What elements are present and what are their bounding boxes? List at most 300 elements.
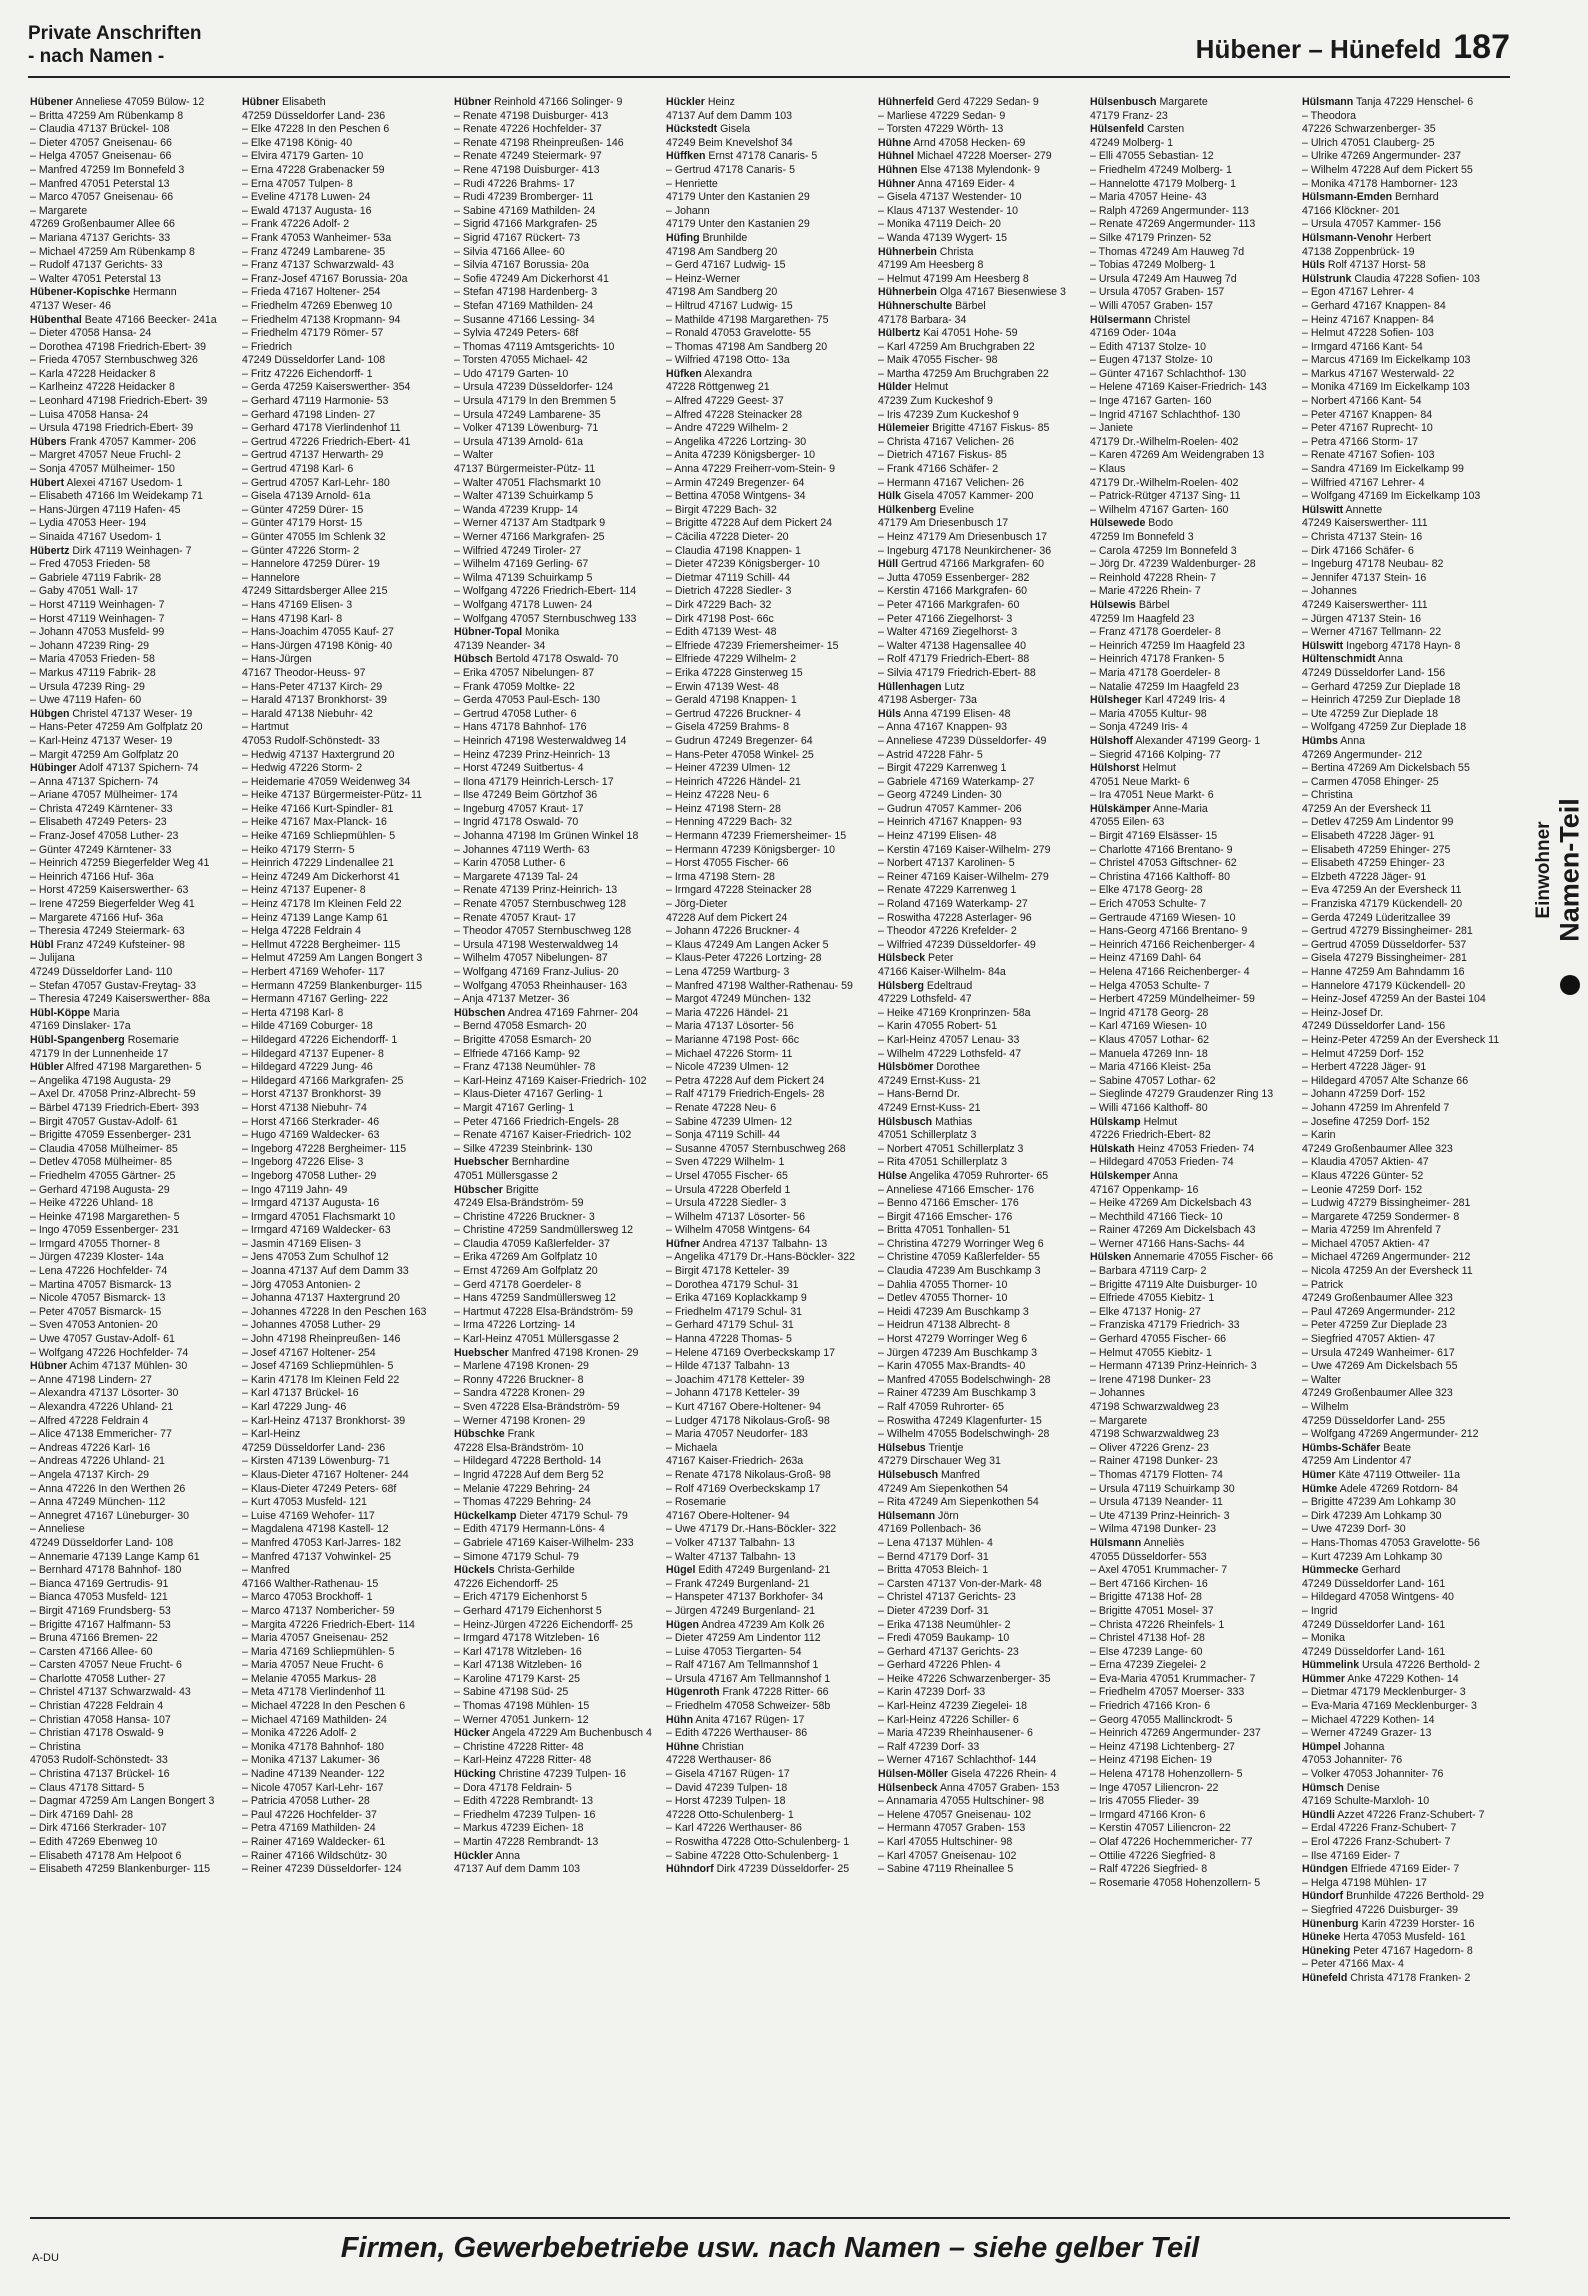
directory-entry (878, 925, 1083, 939)
entry-text: – Tobias 47249 Molberg- 1 (1090, 259, 1216, 272)
entry-text: Anna (1337, 734, 1366, 747)
entry-text: – Karl 47137 Brückel- 16 (242, 1387, 359, 1400)
entry-text: – Christa 47137 Stein- 16 (1302, 531, 1423, 543)
entry-text: – Günter 47259 Dürer- 15 (242, 503, 364, 516)
directory-entry (1090, 803, 1295, 817)
entry-text: 47269 Angermunder- 212 (1302, 748, 1423, 761)
directory-entry (666, 721, 871, 735)
entry-text: – Karlheinz 47228 Heidacker 8 (30, 381, 175, 394)
entry-text: – Melanie 47055 Markus- 28 (242, 1672, 377, 1685)
entry-text: Manfred 47198 Kronen- 29 (508, 1346, 639, 1359)
entry-text: – Horst 47055 Fischer- 66 (666, 857, 789, 870)
entry-text: Bärbel (952, 299, 986, 312)
entry-text: – Angelika 47198 Augusta- 29 (30, 1074, 171, 1087)
entry-text: – Jürgen 47239 Kloster- 14a (30, 1251, 164, 1264)
directory-entry (30, 218, 235, 232)
directory-entry (878, 1673, 1083, 1687)
directory-entry (878, 939, 1083, 953)
directory-entry (1302, 1129, 1507, 1143)
entry-text: – Heinrich 47166 Reichenberger- 4 (1090, 938, 1255, 951)
entry-text: Gerd 47229 Sedan- 9 (933, 96, 1039, 108)
entry-text: – Franz-Josef 47167 Borussia- 20a (242, 272, 408, 285)
directory-entry (878, 980, 1083, 994)
entry-text: – Natalie 47259 Im Haagfeld 23 (1090, 680, 1240, 693)
surname: Hübner (454, 96, 492, 108)
directory-entry (1090, 1564, 1295, 1578)
directory-entry (30, 1034, 235, 1048)
entry-text: – Anneliese 47239 Düsseldorfer- 49 (878, 734, 1047, 747)
entry-text: – Gertraude 47169 Wiesen- 10 (1090, 911, 1236, 924)
directory-entry (666, 898, 871, 912)
directory-entry (30, 572, 235, 586)
entry-text: – Detlev 47055 Thorner- 10 (878, 1292, 1008, 1305)
entry-text: – Sabine 47228 Otto-Schulenberg- 1 (666, 1849, 839, 1862)
directory-entry (30, 1469, 235, 1483)
directory-entry (242, 1306, 447, 1320)
entry-text: Angela 47229 Am Buchenbusch 4 (489, 1727, 652, 1740)
directory-entry (30, 1700, 235, 1714)
entry-text: – Armin 47249 Bregenzer- 64 (666, 476, 805, 489)
entry-text: 47249 Molberg- 1 (1090, 136, 1174, 149)
directory-entry (878, 1238, 1083, 1252)
entry-text: 47249 Kaiserswerther- 111 (1302, 598, 1428, 611)
directory-entry (1090, 1822, 1295, 1836)
directory-entry (454, 1401, 659, 1415)
directory-entry (666, 599, 871, 613)
directory-entry (1302, 667, 1507, 681)
directory-entry (242, 1428, 447, 1442)
surname: Huebscher (454, 1156, 509, 1169)
entry-text: – Britta 47051 Tonhallen- 51 (878, 1224, 1011, 1237)
directory-entry (1090, 449, 1295, 463)
surname: Hüls (878, 707, 901, 720)
directory-entry (242, 1686, 447, 1700)
directory-entry (242, 884, 447, 898)
entry-text: – Helga 47053 Schulte- 7 (1090, 979, 1210, 992)
directory-entry (666, 1659, 871, 1673)
surname: Hülsbusch (878, 1115, 933, 1128)
directory-entry (1302, 1306, 1507, 1320)
directory-entry (454, 246, 659, 260)
directory-entry (1090, 925, 1295, 939)
directory-entry (454, 422, 659, 436)
entry-text: – Hermann 47167 Velichen- 26 (878, 476, 1025, 489)
directory-entry (878, 463, 1083, 477)
entry-text: – Erdal 47226 Franz-Schubert- 7 (1302, 1822, 1457, 1835)
entry-text: 47249 Großenbaumer Allee 323 (1302, 1292, 1453, 1305)
entry-text: – Karl 47259 Am Bruchgraben 22 (878, 340, 1035, 353)
entry-text: – Hans-Georg 47166 Brentano- 9 (1090, 925, 1248, 938)
entry-text: – Renate 47229 Karrenweg 1 (878, 884, 1017, 897)
entry-text: – Gerhard 47198 Augusta- 29 (30, 1183, 170, 1196)
directory-entry (242, 205, 447, 219)
directory-entry (1302, 1863, 1507, 1877)
entry-text: – Werner 47167 Tellmann- 22 (1302, 626, 1442, 639)
entry-text: – Irmgard 47178 Witzleben- 16 (454, 1632, 600, 1645)
directory-entry (30, 477, 235, 491)
directory-entry (242, 694, 447, 708)
entry-text: – Andre 47229 Wilhelm- 2 (666, 422, 788, 435)
directory-entry (1302, 1782, 1507, 1796)
directory-entry (1302, 1387, 1507, 1401)
entry-text: – Udo 47179 Garten- 10 (454, 367, 569, 380)
entry-text: – Christa 47249 Kärntener- 33 (30, 802, 173, 815)
directory-entry (666, 1483, 871, 1497)
entry-text: 47179 In der Lunnenheide 17 (30, 1047, 169, 1060)
entry-text: Ingeborg 47178 Hayn- 8 (1343, 639, 1461, 652)
entry-text: Brigitte 47167 Fiskus- 85 (929, 422, 1050, 435)
entry-text: – Luisa 47058 Hansa- 24 (30, 408, 149, 421)
entry-text: – Karl 47178 Witzleben- 16 (454, 1645, 582, 1658)
entry-text: Hermann (130, 286, 177, 299)
directory-entry (242, 966, 447, 980)
surname: Hüneking (1302, 1944, 1351, 1957)
directory-entry (454, 980, 659, 994)
directory-entry (1302, 939, 1507, 953)
directory-entry (666, 395, 871, 409)
entry-text: – Dahlia 47055 Thorner- 10 (878, 1278, 1008, 1291)
directory-entry (878, 1782, 1083, 1796)
entry-text: – Wolfgang 47057 Sternbuschweg 133 (454, 612, 637, 625)
entry-text: Christel (1151, 313, 1191, 326)
directory-entry (878, 1374, 1083, 1388)
entry-text: – Angelika 47226 Lortzing- 30 (666, 435, 807, 448)
entry-text: – Christina 47137 Brückel- 16 (30, 1768, 170, 1781)
entry-text: – Hermann 47239 Königsberger- 10 (666, 843, 836, 856)
entry-text: Annette (1343, 503, 1383, 516)
entry-text: 47226 Friedrich-Ebert- 82 (1090, 1129, 1211, 1142)
directory-entry (454, 1075, 659, 1089)
directory-entry (666, 259, 871, 273)
entry-text: – Johannes (1302, 585, 1357, 598)
directory-entry (666, 1224, 871, 1238)
entry-text: – Helmut 47055 Kiebitz- 1 (1090, 1346, 1212, 1359)
entry-text: – Günter 47167 Schlachthof- 130 (1090, 367, 1247, 380)
entry-text: – Karl-Heinz 47228 Ritter- 48 (454, 1754, 592, 1767)
entry-text: 47137 Bürgermeister-Pütz- 11 (454, 463, 596, 476)
entry-text: – Ernst 47269 Am Golfplatz 20 (454, 1265, 598, 1278)
entry-text: – Brigitte 47138 Hof- 28 (1090, 1591, 1202, 1604)
directory-entry (242, 762, 447, 776)
directory-entry (1302, 1918, 1507, 1932)
entry-text: – Anneliese 47166 Emscher- 176 (878, 1183, 1035, 1196)
surname: Hühner (878, 177, 916, 190)
directory-entry (666, 436, 871, 450)
directory-entry (1090, 1863, 1295, 1877)
directory-entry (1302, 409, 1507, 423)
directory-entry (878, 816, 1083, 830)
entry-text: – Erika 47228 Ginsterweg 15 (666, 666, 803, 679)
directory-entry (30, 952, 235, 966)
entry-text: – Christine 47228 Ritter- 48 (454, 1740, 584, 1753)
directory-entry (666, 939, 871, 953)
entry-text: – Werner 47051 Junkern- 12 (454, 1713, 589, 1726)
surname: Hülk (878, 490, 901, 503)
entry-text: – Theodora (1302, 109, 1356, 122)
directory-entry (30, 1605, 235, 1619)
entry-text: – Hedwig 47137 Haxtergrund 20 (242, 748, 395, 761)
directory-entry (242, 1455, 447, 1469)
entry-text: – Anne 47198 Lindern- 27 (30, 1373, 152, 1386)
entry-text: – Hermann 47057 Graben- 153 (878, 1822, 1026, 1835)
directory-entry (242, 1211, 447, 1225)
directory-entry (1302, 993, 1507, 1007)
directory-entry (454, 1646, 659, 1660)
directory-entry (454, 1292, 659, 1306)
directory-entry (1090, 354, 1295, 368)
entry-text: 47167 Kaiser-Friedrich- 263a (666, 1455, 804, 1468)
surname: Hübscher (454, 1183, 503, 1196)
directory-entry (454, 1619, 659, 1633)
entry-text: – Sabine 47057 Lothar- 62 (1090, 1074, 1216, 1087)
entry-text: – Sabine 47169 Mathilden- 24 (454, 204, 596, 217)
entry-text: – Hiltrud 47167 Ludwig- 15 (666, 299, 793, 312)
directory-entry (1090, 232, 1295, 246)
directory-entry (1302, 1904, 1507, 1918)
entry-text: 47249 Düsseldorfer Land- 161 (1302, 1577, 1446, 1590)
surname: Hübler (30, 1061, 64, 1074)
directory-entry (30, 300, 235, 314)
entry-text: – Gerhard 47055 Fischer- 66 (1090, 1333, 1227, 1346)
entry-text: 47179 Unter den Kastanien 29 (666, 218, 810, 231)
directory-entry (30, 354, 235, 368)
entry-text: Andrea 47169 Fahrner- 204 (505, 1006, 639, 1019)
entry-text: – Elfriede 47166 Kamp- 92 (454, 1047, 581, 1060)
entry-text: – Christian 47228 Feldrain 4 (30, 1700, 164, 1713)
directory-entry (878, 613, 1083, 627)
section-title-line2: - nach Namen - (28, 46, 165, 67)
directory-entry (1302, 1795, 1507, 1809)
directory-entry (1302, 1455, 1507, 1469)
directory-entry (1302, 1646, 1507, 1660)
entry-text: – Friedhelm 47179 Römer- 57 (242, 327, 384, 340)
surname: Hühndorf (666, 1863, 714, 1876)
entry-text: – Johann 47239 Ring- 29 (30, 639, 149, 652)
entry-text: Christel 47137 Weser- 19 (69, 707, 193, 720)
entry-text: – Irmgard 47228 Steinacker 28 (666, 884, 812, 897)
directory-entry (1090, 871, 1295, 885)
entry-text: 47137 Weser- 46 (30, 299, 112, 312)
entry-text: – Hans-Peter 47058 Winkel- 25 (666, 748, 814, 761)
surname: Hünenburg (1302, 1917, 1359, 1930)
directory-entry (878, 1768, 1083, 1782)
directory-entry (454, 1673, 659, 1687)
directory-entry (30, 232, 235, 246)
directory-entry (666, 1007, 871, 1021)
directory-entry (666, 952, 871, 966)
directory-entry (1090, 1741, 1295, 1755)
surname: Hündorf (1302, 1890, 1344, 1903)
entry-text: – Susanne 47057 Sternbuschweg 268 (666, 1142, 846, 1155)
directory-entry (666, 1347, 871, 1361)
directory-entry (242, 1795, 447, 1809)
entry-text: 47269 Großenbaumer Allee 66 (30, 218, 175, 231)
entry-text: – Herbert 47228 Jäger- 91 (1302, 1061, 1427, 1074)
entry-text: – Gudrun 47249 Bregenzer- 64 (666, 734, 813, 747)
entry-text: – Maria 47169 Schliepmühlen- 5 (242, 1645, 395, 1658)
entry-text: – Sven 47228 Elsa-Brändström- 59 (454, 1401, 620, 1413)
entry-text: – Klaus-Dieter 47249 Peters- 68f (242, 1482, 397, 1495)
directory-entry (30, 1659, 235, 1673)
entry-text: – Hanne 47259 Am Bahndamm 16 (1302, 966, 1465, 978)
entry-text: 47228 Elsa-Brändström- 10 (454, 1441, 584, 1454)
directory-entry (878, 1510, 1083, 1524)
directory-entry (666, 789, 871, 803)
directory-entry (878, 422, 1083, 436)
directory-entry (1302, 1809, 1507, 1823)
directory-entry (30, 341, 235, 355)
entry-text: Kai 47051 Hohe- 59 (920, 327, 1018, 340)
entry-text: – Hildegard 47057 Alte Schanze 66 (1302, 1074, 1469, 1087)
directory-entry (1302, 1347, 1507, 1361)
entry-text: – Uwe 47239 Dorf- 30 (1302, 1523, 1406, 1536)
entry-text: – Franz 47137 Schwarzwald- 43 (242, 259, 394, 272)
entry-text: – Maria 47178 Goerdeler- 8 (1090, 666, 1221, 679)
entry-text: – Helmut 47228 Sofien- 103 (1302, 327, 1434, 340)
directory-entry (30, 803, 235, 817)
directory-entry (454, 137, 659, 151)
directory-entry (878, 1088, 1083, 1102)
entry-text: Peter (925, 952, 954, 965)
directory-entry (1302, 1279, 1507, 1293)
entry-text: Anke 47229 Kothen- 14 (1344, 1672, 1459, 1685)
directory-entry (1090, 1686, 1295, 1700)
directory-entry (30, 150, 235, 164)
entry-text: – Wilma 47198 Dunker- 23 (1090, 1523, 1217, 1536)
entry-text: – Bruna 47166 Bremen- 22 (30, 1632, 158, 1645)
directory-entry (30, 1442, 235, 1456)
directory-entry (1090, 1034, 1295, 1048)
entry-text: – Torsten 47229 Wörth- 13 (878, 123, 1004, 136)
entry-text: – Christina (1302, 789, 1353, 802)
directory-entry (1090, 178, 1295, 192)
entry-text: – Peter 47166 Ziegelhorst- 3 (878, 612, 1013, 625)
directory-entry (666, 884, 871, 898)
directory-entry (242, 1714, 447, 1728)
surname: Hühn (666, 1713, 694, 1726)
directory-entry (454, 776, 659, 790)
directory-entry (1302, 273, 1507, 287)
directory-entry (666, 1537, 871, 1551)
entry-text: – Karl 47057 Gneisenau- 102 (878, 1849, 1017, 1862)
directory-entry (242, 1075, 447, 1089)
directory-entry (1090, 1591, 1295, 1605)
surname: Hülsenfeld (1090, 123, 1145, 136)
entry-text: – Alexandra 47226 Uhland- 21 (30, 1401, 174, 1413)
directory-entry (1302, 640, 1507, 654)
entry-text: Rolf 47137 Horst- 58 (1324, 259, 1426, 272)
entry-text: 47179 Am Driesenbusch 17 (878, 517, 1009, 530)
entry-text: – Horst 47138 Niebuhr- 74 (242, 1101, 367, 1114)
entry-text: – Erika 47057 Nibelungen- 87 (454, 666, 595, 679)
entry-text: 47249 Düsseldorfer Land- 161 (1302, 1645, 1446, 1658)
directory-entry (30, 1102, 235, 1116)
directory-entry (878, 1156, 1083, 1170)
entry-text: 47249 Düsseldorfer Land- 110 (30, 966, 173, 978)
directory-entry (1302, 816, 1507, 830)
entry-text: – Jörg Dr. 47239 Waldenburger- 28 (1090, 558, 1256, 571)
directory-entry (454, 681, 659, 695)
directory-entry (242, 1863, 447, 1877)
entry-text: – Maria 47259 Im Ahrenfeld 7 (1302, 1224, 1441, 1237)
entry-text: – Wolfgang 47169 Im Eickelkamp 103 (1302, 490, 1481, 503)
entry-text: 47169 Dinslaker- 17a (30, 1020, 131, 1033)
entry-text: Anne-Maria (1150, 802, 1208, 815)
entry-text: 47249 Düsseldorfer Land- 108 (242, 354, 386, 367)
directory-entry (878, 517, 1083, 531)
entry-text: – Irene 47198 Dunker- 23 (1090, 1373, 1211, 1386)
surname: Hülskemper (1090, 1169, 1151, 1182)
directory-entry (30, 137, 235, 151)
directory-entry (1302, 980, 1507, 994)
directory-entry (878, 789, 1083, 803)
entry-text: – Ralf 47179 Friedrich-Engels- 28 (666, 1088, 825, 1101)
entry-text: – Bianca 47169 Gertrudis- 91 (30, 1577, 169, 1590)
surname: Hübinger (30, 762, 77, 775)
entry-text: Helmut (1139, 762, 1176, 775)
entry-text: – Silke 47239 Steinbrink- 130 (454, 1142, 593, 1155)
directory-entry (1090, 1401, 1295, 1415)
entry-text: – Renate 47139 Prinz-Heinrich- 13 (454, 884, 618, 897)
entry-text: – Norbert 47166 Kant- 54 (1302, 395, 1422, 408)
entry-text: – Fred 47053 Frieden- 58 (30, 558, 151, 571)
entry-text: Monika (522, 626, 560, 639)
directory-entry (666, 205, 871, 219)
entry-text: – Christian 47058 Hansa- 107 (30, 1713, 171, 1726)
directory-entry (454, 857, 659, 871)
entry-text: – Marie 47226 Rhein- 7 (1090, 585, 1201, 598)
entry-text: – Marco 47137 Nombericher- 59 (242, 1604, 395, 1617)
directory-entry (666, 1211, 871, 1225)
directory-entry (878, 1741, 1083, 1755)
entry-text: – Christine 47059 Kaßlerfelder- 55 (878, 1251, 1040, 1264)
directory-entry (242, 1415, 447, 1429)
entry-text: – Karl-Heinz 47057 Lenau- 33 (878, 1033, 1020, 1046)
directory-entry (1302, 1632, 1507, 1646)
directory-entry (1090, 436, 1295, 450)
directory-entry (1302, 1496, 1507, 1510)
entry-text: – Christel 47138 Hof- 28 (1090, 1632, 1205, 1645)
entry-text: – Heinz-Josef Dr. (1302, 1006, 1384, 1019)
directory-entry (666, 1646, 871, 1660)
directory-entry (454, 653, 659, 667)
directory-entry (242, 857, 447, 871)
entry-text: – Michael 47057 Aktien- 47 (1302, 1237, 1430, 1250)
entry-text: – Stefan 47057 Gustav-Freytag- 33 (30, 979, 197, 992)
directory-entry (242, 1768, 447, 1782)
entry-text: – Harald 47138 Niebuhr- 42 (242, 707, 373, 720)
entry-text: – Erna 47239 Ziegelei- 2 (1090, 1659, 1207, 1672)
surname: Hümbs-Schäfer (1302, 1441, 1381, 1454)
directory-entry (666, 1551, 871, 1565)
entry-text: – Heinz 47169 Dahl- 64 (1090, 952, 1202, 965)
directory-entry (1090, 327, 1295, 341)
entry-text: – Ursula 47198 Friedrich-Ebert- 39 (30, 422, 194, 435)
directory-entry (666, 123, 871, 137)
entry-text: – Silvia 47179 Friedrich-Ebert- 88 (878, 666, 1036, 679)
entry-text: – Ursula 47249 Lambarene- 35 (454, 408, 601, 421)
entry-text: Bärbel (1135, 598, 1170, 611)
entry-text: – Hanna 47228 Thomas- 5 (666, 1333, 792, 1346)
directory-entry (1302, 558, 1507, 572)
directory-entry (242, 572, 447, 586)
entry-text: – Thomas 47198 Am Sandberg 20 (666, 340, 828, 353)
entry-text: – Gerda 47259 Kaiserswerther- 354 (242, 381, 411, 394)
directory-entry (878, 1795, 1083, 1809)
directory-entry (666, 517, 871, 531)
entry-text: – Maria 47137 Lösorter- 56 (666, 1020, 794, 1033)
directory-entry (1302, 1700, 1507, 1714)
